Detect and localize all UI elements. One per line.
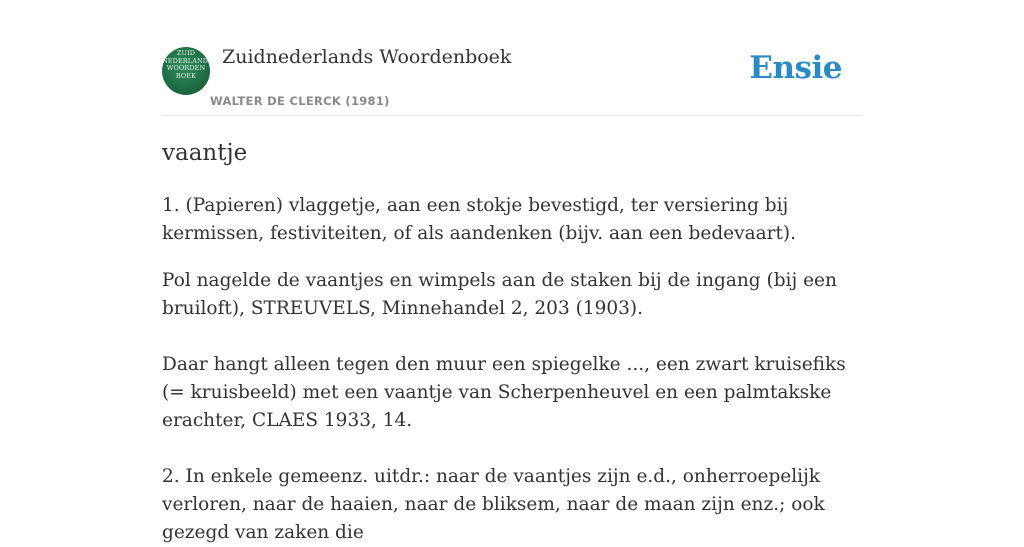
ensie-brand-link[interactable]: Ensie <box>749 50 842 86</box>
headword: vaantje <box>162 140 248 166</box>
dictionary-logo[interactable] <box>162 47 213 95</box>
quote-2: Daar hangt alleen tegen den muur een spiegelke ..., een zwart kruisefiks (= kruisbeeld) met een vaantje van Scherpenheuvel en een palmtakske erachter, CLAES 1933, 14. <box>162 354 846 431</box>
page <box>162 0 862 543</box>
quote-1: Pol nagelde de vaantjes en wimpels aan de staken bij de ingang (bij een bruiloft), STREUVELS, Minnehandel 2, 203 (1903). <box>162 270 837 319</box>
definition-1: 1. (Papieren) vlaggetje, aan een stokje bevestigd, ter versiering bij kermissen, festiviteiten, of als aandenken (bijv. aan een bedevaart). <box>162 195 797 244</box>
logo-line: BOEK <box>175 71 197 80</box>
dictionary-author: WALTER DE CLERCK (1981) <box>210 94 390 108</box>
logo-line: WOORDEN <box>166 64 206 72</box>
header <box>162 0 862 116</box>
definition-2: 2. In enkele gemeenz. uitdr.: naar de vaantjes zijn e.d., onherroepelijk verloren, naar de haaien, naar de bliksem, naar de maan zijn enz.; ook gezegd van zaken die <box>162 466 825 543</box>
logo-text <box>162 49 213 80</box>
logo-line: NEDERLANDS <box>162 56 213 65</box>
dictionary-title-link[interactable]: Zuidnederlands Woordenboek <box>222 46 512 68</box>
logo-line: ZUID <box>176 49 196 57</box>
entry-content <box>162 192 862 547</box>
